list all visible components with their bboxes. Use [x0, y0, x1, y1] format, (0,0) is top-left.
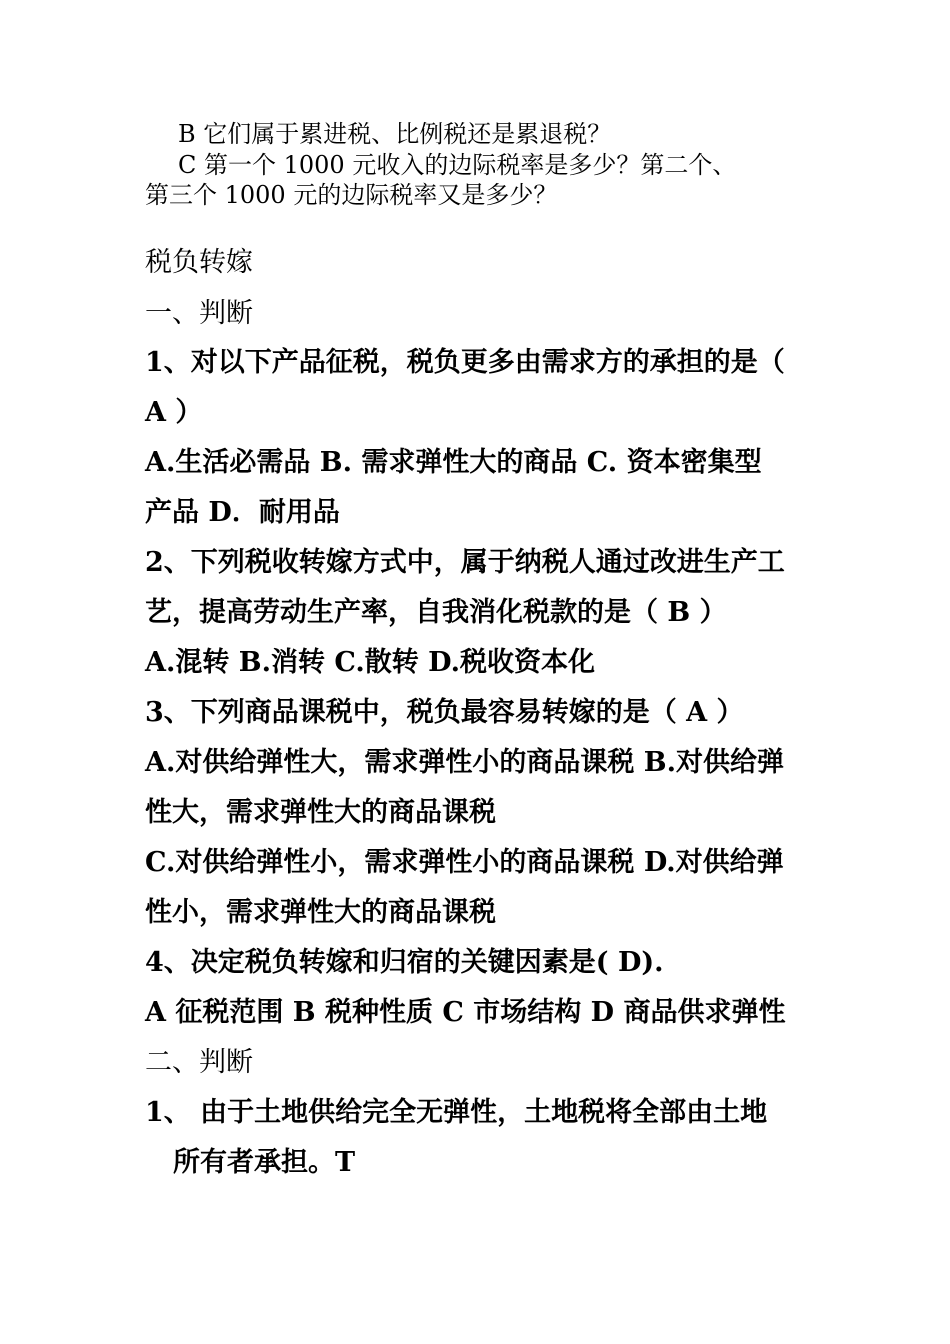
q4-options-line1: A 征税范围 B 税种性质 C 市场结构 D 商品供求弹性	[145, 997, 786, 1028]
q2-options-line1: A.混转 B.消转 C.散转 D.税收资本化	[145, 647, 596, 678]
q3-stem-line1: 3、下列商品课税中，税负最容易转嫁的是（ A ）	[145, 697, 744, 728]
part2-heading: 二、判断	[145, 1047, 253, 1078]
q3-options-line1: A.对供给弹性大，需求弹性小的商品课税 B.对供给弹	[145, 747, 784, 778]
q1-stem-line1: 1、对以下产品征税，税负更多由需求方的承担的是（	[145, 347, 785, 378]
q3-options-line3: C.对供给弹性小，需求弹性小的商品课税 D.对供给弹	[145, 847, 784, 878]
q1-stem-line2: A ）	[145, 397, 203, 428]
q3-options-line2: 性大，需求弹性大的商品课税	[145, 797, 496, 828]
judgment1-line1: 1、 由于土地供给完全无弹性，土地税将全部由土地	[145, 1097, 768, 1128]
question-c-text-1: C 第一个 1000 元收入的边际税率是多少？第二个、	[178, 151, 737, 179]
q3-options-line4: 性小，需求弹性大的商品课税	[145, 897, 496, 928]
judgment1-line2: 所有者承担。T	[173, 1147, 356, 1178]
q1-options-line2: 产品 D．耐用品	[145, 497, 340, 528]
q2-stem-line1: 2、下列税收转嫁方式中，属于纳税人通过改进生产工	[145, 547, 785, 578]
q2-stem-line2: 艺，提高劳动生产率，自我消化税款的是（ B ）	[145, 597, 727, 628]
question-b-text: B 它们属于累进税、比例税还是累退税？	[178, 120, 612, 148]
q1-options-line1: A.生活必需品 B. 需求弹性大的商品 C. 资本密集型	[145, 447, 762, 478]
part1-heading: 一、判断	[145, 298, 253, 329]
question-c-text-2: 第三个 1000 元的边际税率又是多少？	[145, 181, 558, 209]
q4-stem-line1: 4、决定税负转嫁和归宿的关键因素是( D).	[145, 947, 664, 978]
section-title: 税负转嫁	[145, 247, 253, 278]
